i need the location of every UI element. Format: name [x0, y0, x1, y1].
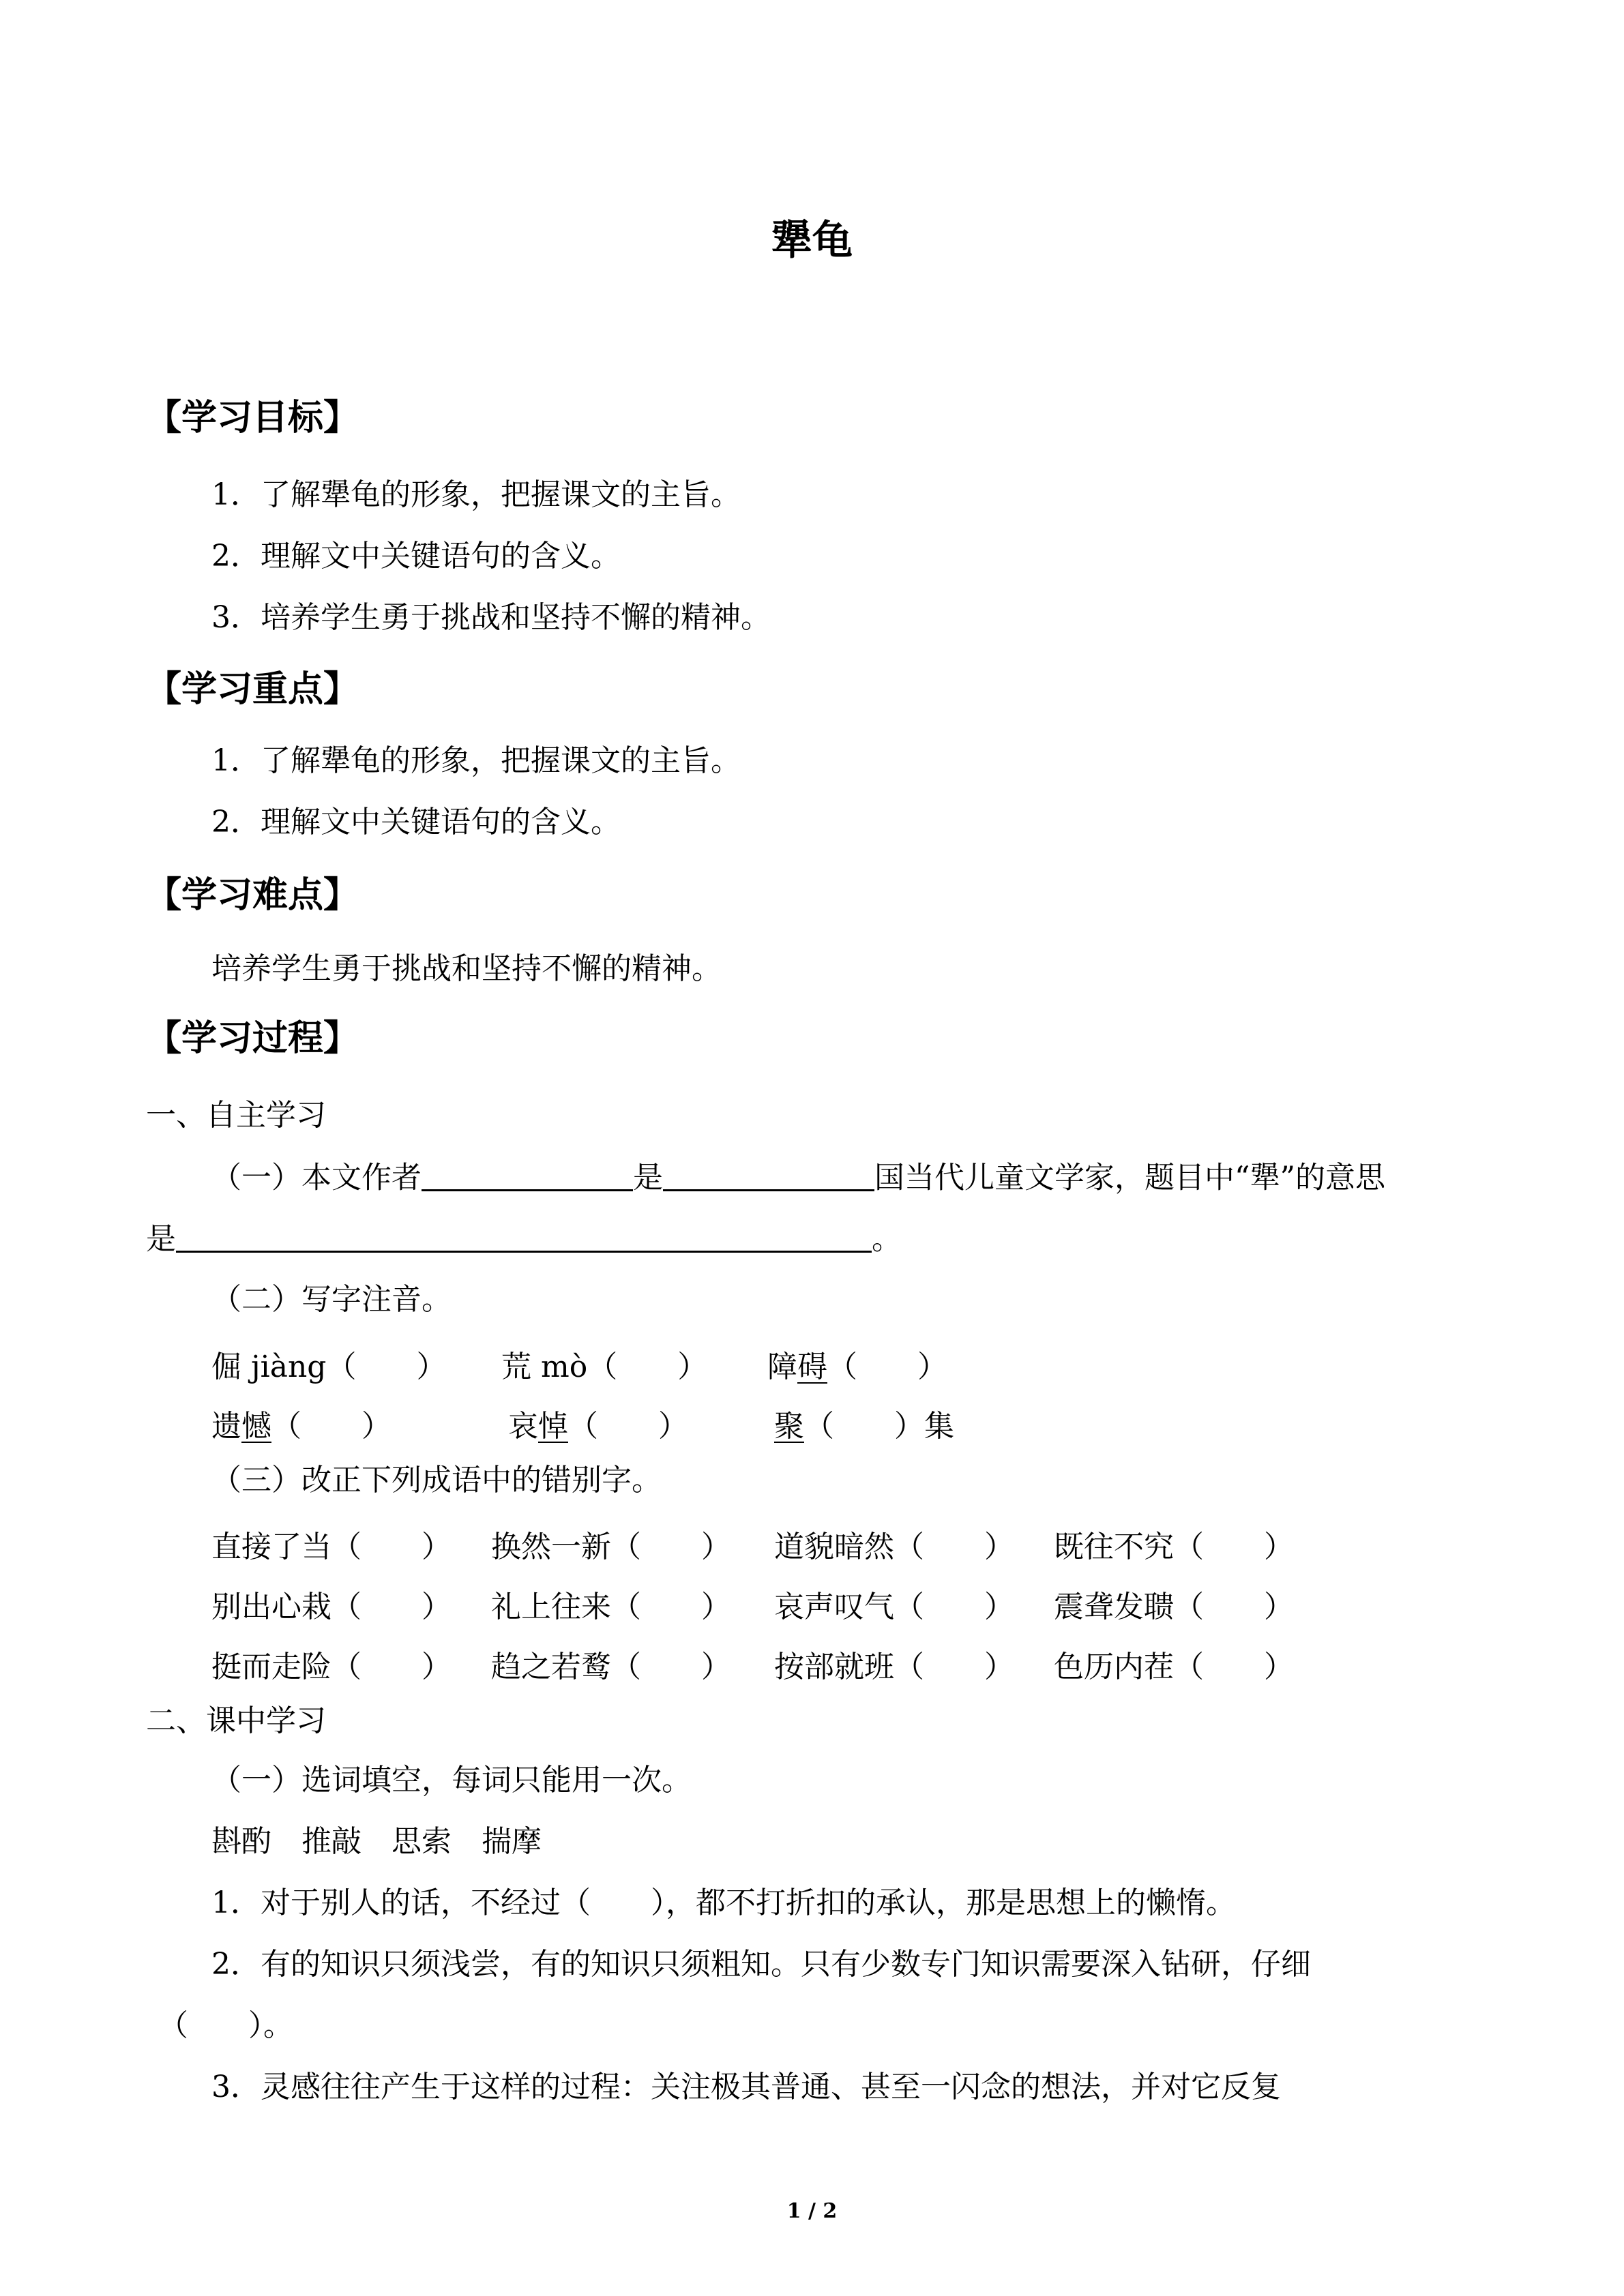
page-title: 犟龟 [771, 217, 853, 265]
heading-process: 【学习过程】 [146, 1018, 359, 1059]
part2-title: 二、课中学习 [146, 1703, 326, 1738]
sentence-2a: 2．有的知识只须浅尝，有的知识只须粗知。只有少数专门知识需要深入钻研，仔细 [211, 1947, 1311, 1982]
idiom-r1-c2: 换然一新（ ） [491, 1530, 731, 1564]
q1-mid: 是 [633, 1160, 663, 1195]
q1-line-2 [146, 1221, 902, 1258]
sentence-3: 3．灵感往往产生于这样的过程：关注极其普通、甚至一闪念的想法，并对它反复 [211, 2070, 1281, 2104]
goal-item-1: 1．了解犟龟的形象，把握课文的主旨。 [211, 477, 741, 512]
key-point-item-2: 2．理解文中关键语句的含义。 [211, 805, 621, 839]
key-point-item-1: 1．了解犟龟的形象，把握课文的主旨。 [211, 743, 741, 778]
idiom-r2-c1: 别出心栽（ ） [211, 1590, 452, 1624]
q1-suffix: 国当代儿童文学家，题目中“犟”的意思 [874, 1160, 1385, 1195]
sentence-2b: （ ）。 [158, 2008, 293, 2043]
idiom-r3-c4: 色历内茬（ ） [1054, 1650, 1294, 1684]
heading-difficulties: 【学习难点】 [146, 875, 359, 916]
q1-prefix: （一）本文作者 [211, 1160, 422, 1195]
idiom-r2-c2: 礼上往来（ ） [491, 1590, 731, 1624]
meaning-blank[interactable] [176, 1221, 872, 1253]
q1-line2-suffix: 。 [872, 1221, 902, 1257]
pinyin-item-4: 遗憾（ ） [211, 1409, 392, 1444]
idiom-r3-c2: 趋之若鹜（ ） [491, 1650, 731, 1684]
pinyin-item-1: 倔 jiàng（ ） [211, 1350, 447, 1384]
pinyin-item-3: 障碍（ ） [767, 1350, 947, 1384]
idiom-r3-c3: 按部就班（ ） [774, 1650, 1014, 1684]
idiom-r1-c4: 既往不究（ ） [1054, 1530, 1294, 1564]
author-blank[interactable] [422, 1159, 633, 1191]
idiom-r1-c3: 道貌暗然（ ） [774, 1530, 1014, 1564]
sentence-1: 1．对于别人的话，不经过（ ），都不打折扣的承认，那是思想上的懒惰。 [211, 1885, 1236, 1920]
idiom-r2-c3: 哀声叹气（ ） [774, 1590, 1014, 1624]
pinyin-item-5: 哀悼（ ） [508, 1409, 688, 1444]
idiom-r2-c4: 震聋发聩（ ） [1054, 1590, 1294, 1624]
page-number: 1 / 2 [786, 2199, 838, 2223]
pinyin-item-6: 聚（ ）集 [774, 1409, 954, 1444]
idiom-r3-c1: 挺而走险（ ） [211, 1650, 452, 1684]
q3-title: （三）改正下列成语中的错别字。 [211, 1463, 662, 1497]
country-blank[interactable] [663, 1159, 874, 1191]
idiom-r1-c1: 直接了当（ ） [211, 1530, 452, 1564]
heading-key-points: 【学习重点】 [146, 669, 359, 710]
goal-item-2: 2．理解文中关键语句的含义。 [211, 539, 621, 573]
part2-q1-title: （一）选词填空，每词只能用一次。 [211, 1763, 692, 1798]
pinyin-item-2: 荒 mò（ ） [501, 1350, 708, 1384]
goal-item-3: 3．培养学生勇于挑战和坚持不懈的精神。 [211, 600, 771, 635]
part1-title: 一、自主学习 [146, 1098, 326, 1133]
q2-title: （二）写字注音。 [211, 1282, 452, 1317]
word-bank: 斟酌 推敲 思索 揣摩 [211, 1824, 542, 1859]
q1-line-1 [211, 1159, 1385, 1197]
q1-line2-prefix: 是 [146, 1221, 176, 1257]
heading-goals: 【学习目标】 [146, 398, 359, 438]
difficulty-text: 培养学生勇于挑战和坚持不懈的精神。 [211, 951, 722, 986]
